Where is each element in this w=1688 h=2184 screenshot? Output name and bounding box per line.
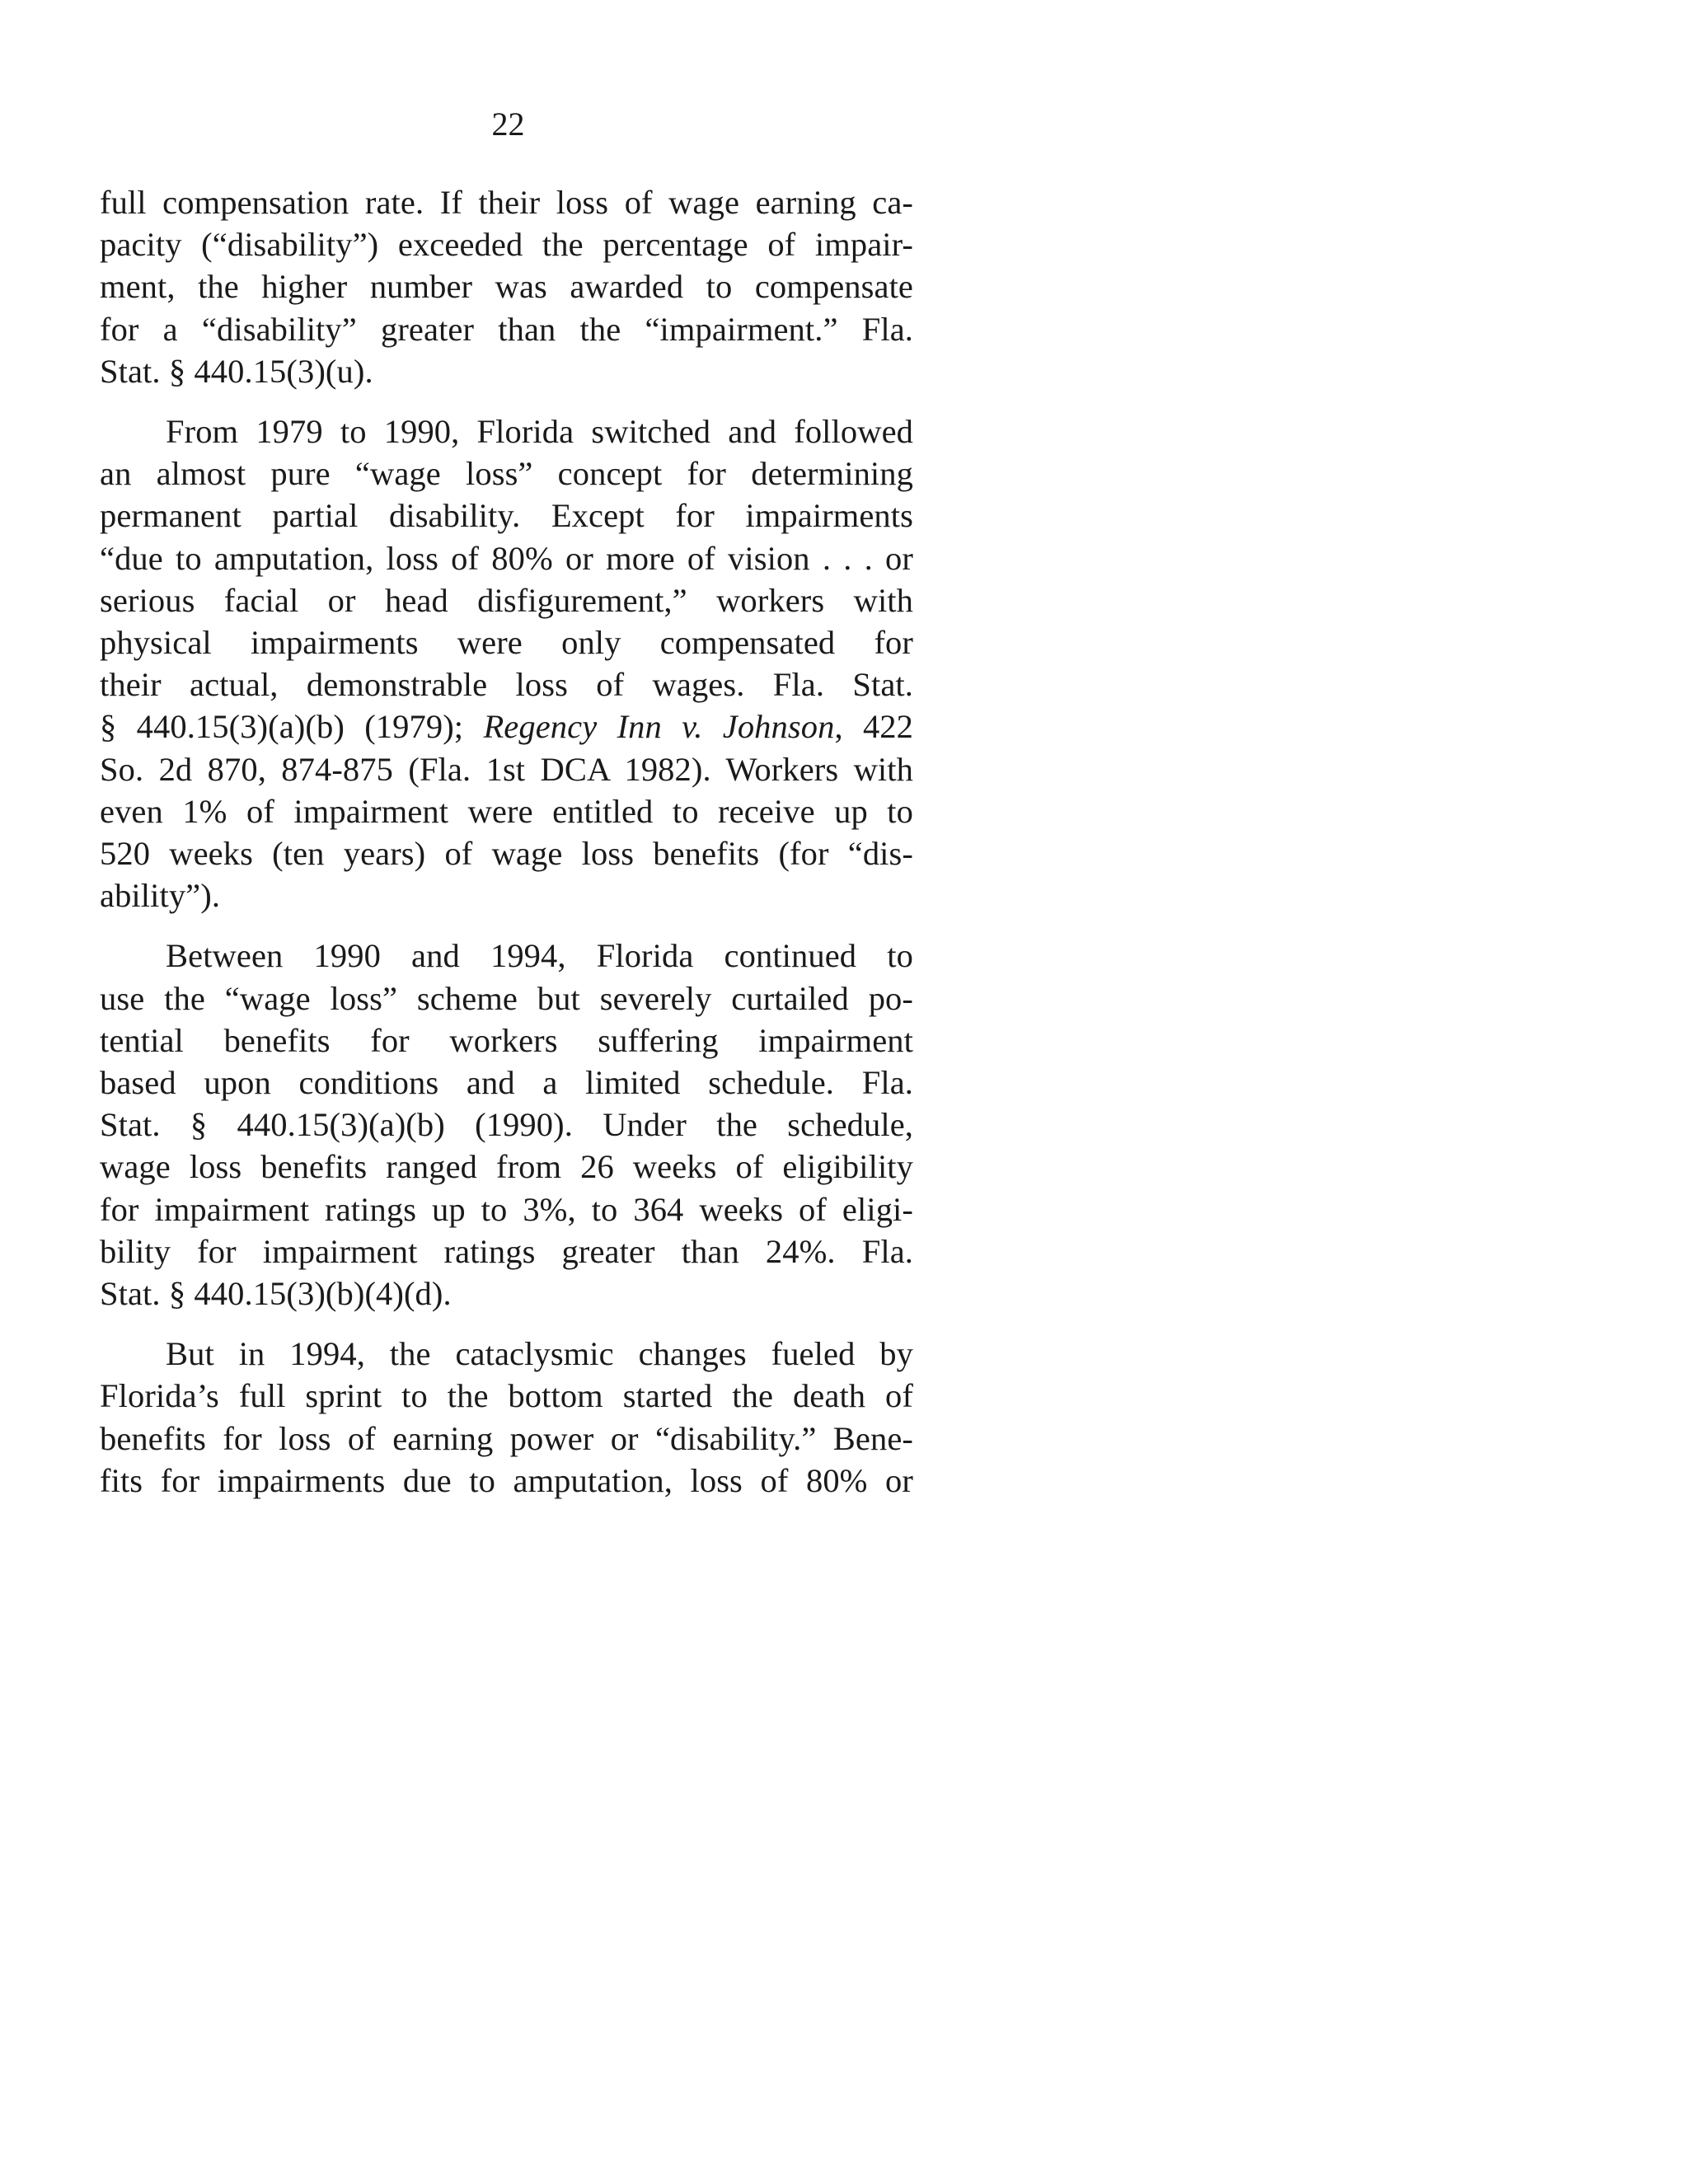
text-line-citation [100, 705, 913, 748]
text-line: tential benefits for workers suffering impairment [100, 1021, 913, 1059]
text-line: pacity (“disability”) exceeded the percentage of impair- [100, 226, 913, 264]
text-line: serious facial or head disfigurement,” workers with [100, 581, 913, 619]
citation-prefix: § 440.15(3)(a)(b) (1979); [100, 708, 484, 746]
text-line: ment, the higher number was awarded to compensate [100, 268, 913, 306]
text-line: So. 2d 870, 874-875 (Fla. 1st DCA 1982). Workers with [100, 750, 913, 788]
text-line: Stat. § 440.15(3)(u). [100, 352, 373, 390]
text-line: for a “disability” greater than the “impairment.” Fla. [100, 310, 913, 348]
text-line: use the “wage loss” scheme but severely curtailed po- [100, 979, 913, 1017]
text-line: permanent partial disability. Except for impairments [100, 497, 913, 535]
text-line: physical impairments were only compensated for [100, 624, 913, 662]
text-line: bility for impairment ratings greater than 24%. Fla. [100, 1232, 913, 1270]
body-text [100, 181, 913, 1520]
page-number: 22 [491, 105, 525, 143]
paragraph-2 [100, 410, 913, 916]
text-line: benefits for loss of earning power or “disability.” Bene- [100, 1419, 913, 1457]
case-name: Regency Inn v. Johnson [483, 708, 835, 746]
text-line: their actual, demonstrable loss of wages. Fla. Stat. [100, 666, 913, 704]
paragraph-3 [100, 935, 913, 1315]
text-line: But in 1994, the cataclysmic changes fueled by [166, 1335, 913, 1373]
text-line: Stat. § 440.15(3)(b)(4)(d). [100, 1275, 452, 1313]
paragraph-1 [100, 181, 913, 392]
text-line: Stat. § 440.15(3)(a)(b) (1990). Under the schedule, [100, 1106, 913, 1144]
text-line: Between 1990 and 1994, Florida continued to [166, 937, 913, 975]
text-line: for impairment ratings up to 3%, to 364 weeks of eligi- [100, 1190, 913, 1228]
text-line: an almost pure “wage loss” concept for determining [100, 455, 913, 493]
text-line: 520 weeks (ten years) of wage loss benefits (for “dis- [100, 835, 913, 873]
text-line: fits for impairments due to amputation, loss of 80% or [100, 1461, 913, 1499]
text-line: full compensation rate. If their loss of wage earning ca- [100, 184, 913, 221]
text-line: Florida’s full sprint to the bottom started the death of [100, 1377, 913, 1415]
text-line: From 1979 to 1990, Florida switched and followed [166, 413, 913, 451]
text-line: even 1% of impairment were entitled to receive up to [100, 792, 913, 830]
text-line: based upon conditions and a limited schedule. Fla. [100, 1064, 913, 1102]
paragraph-4 [100, 1333, 913, 1502]
text-line: “due to amputation, loss of 80% or more of vision . . . or [100, 539, 913, 577]
text-line: ability”). [100, 877, 221, 915]
text-line: wage loss benefits ranged from 26 weeks of eligibility [100, 1148, 913, 1186]
citation-suffix: , 422 [834, 708, 914, 746]
